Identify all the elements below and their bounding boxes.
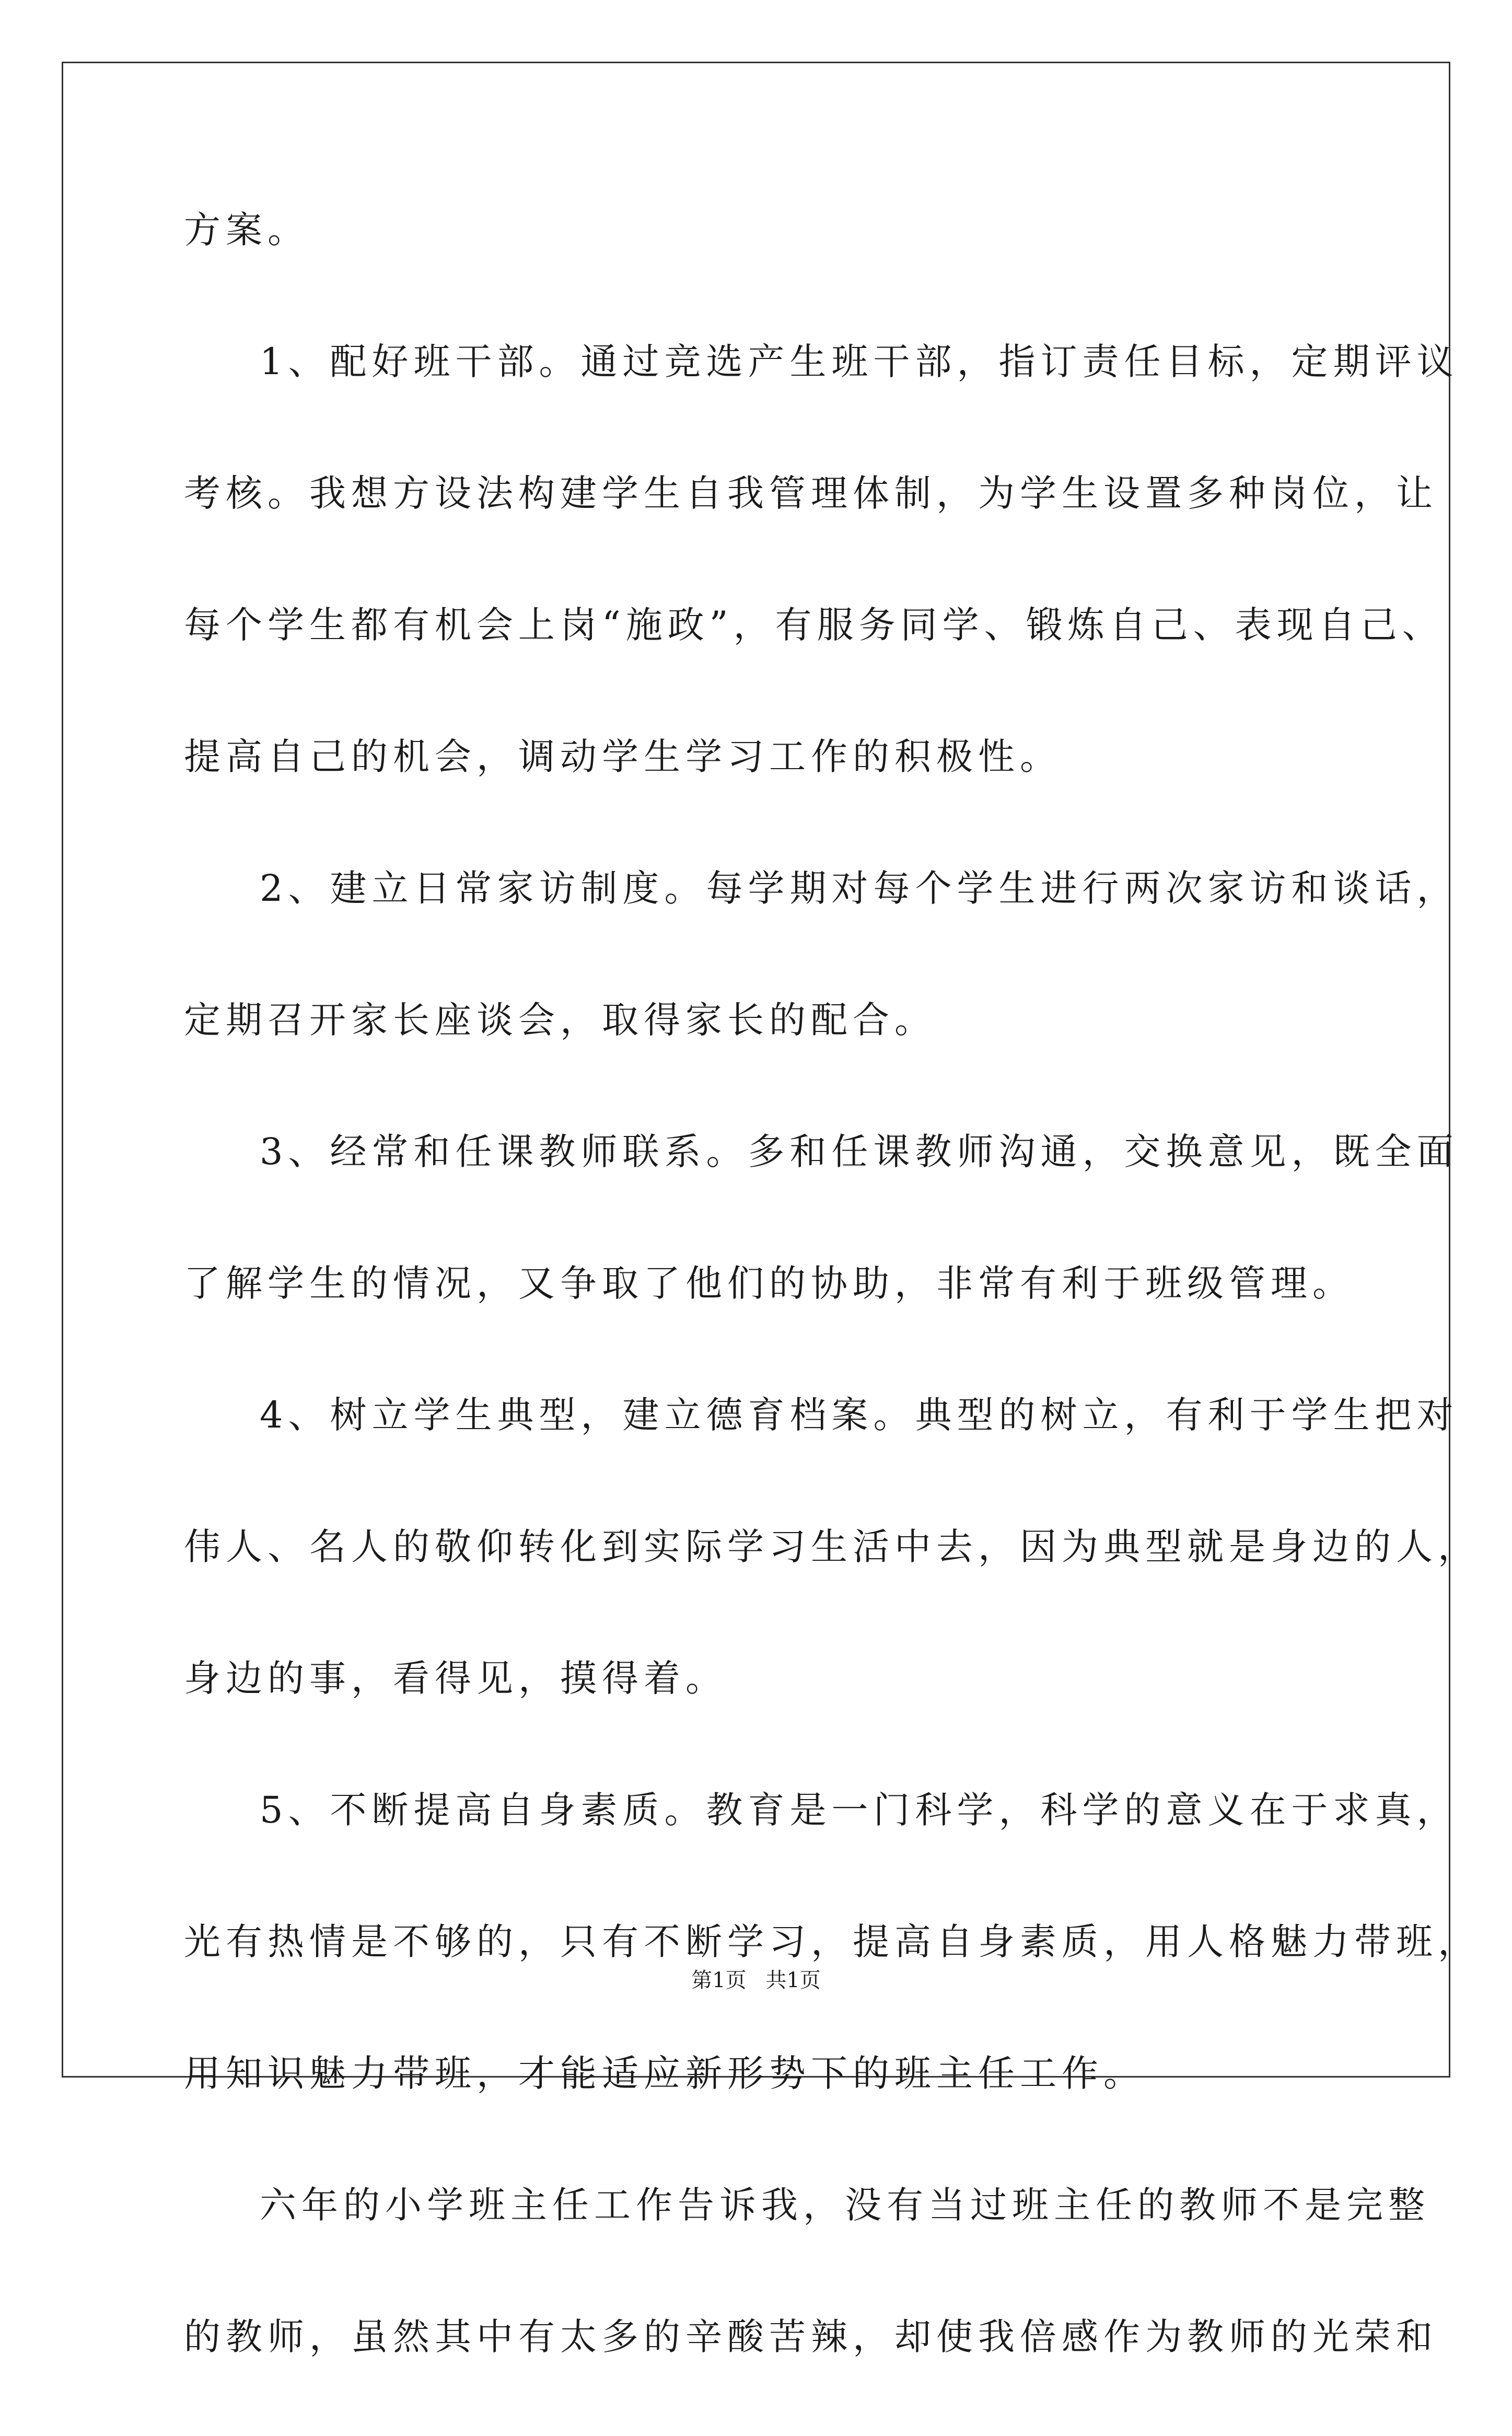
text-line: 5、不断提高自身素质。教育是一门科学，科学的意义在于求真， — [260, 1789, 1459, 1831]
text-line: 伟人、名人的敬仰转化到实际学习生活中去，因为典型就是身边的人， — [184, 1525, 1480, 1568]
text-line: 1、配好班干部。通过竞选产生班干部，指订责任目标，定期评议 — [260, 340, 1459, 383]
text-line: 提高自己的机会，调动学生学习工作的积极性。 — [184, 735, 1062, 778]
text-line: 身边的事，看得见，摸得着。 — [184, 1657, 727, 1700]
text-line: 定期召开家长座谈会，取得家长的配合。 — [184, 999, 936, 1041]
page-total: 共1页 — [765, 1968, 821, 1992]
text-line: 每个学生都有机会上岗“施政”，有服务同学、锻炼自己、表现自己、 — [184, 604, 1444, 646]
text-line: 六年的小学班主任工作告诉我，没有当过班主任的教师不是完整 — [260, 2184, 1430, 2226]
text-line: 4、树立学生典型，建立德育档案。典型的树立，有利于学生把对 — [260, 1394, 1459, 1436]
text-line: 的教师，虽然其中有太多的辛酸苦辣，却使我倍感作为教师的光荣和 — [184, 2315, 1438, 2358]
text-line: 2、建立日常家访制度。每学期对每个学生进行两次家访和谈话， — [260, 867, 1459, 910]
document-body — [184, 198, 1480, 2436]
text-line: 光有热情是不够的，只有不断学习，提高自身素质，用人格魅力带班， — [184, 1920, 1480, 1963]
page-footer — [0, 1967, 1512, 1993]
text-line: 3、经常和任课教师联系。多和任课教师沟通，交换意见，既全面 — [260, 1130, 1459, 1173]
text-line: 考核。我想方设法构建学生自我管理体制，为学生设置多种岗位，让 — [184, 472, 1438, 515]
text-line: 用知识魅力带班，才能适应新形势下的班主任工作。 — [184, 2052, 1145, 2095]
text-line: 方案。 — [184, 208, 309, 251]
page-number: 第1页 — [691, 1968, 747, 1992]
text-line: 了解学生的情况，又争取了他们的协助，非常有利于班级管理。 — [184, 1262, 1354, 1305]
